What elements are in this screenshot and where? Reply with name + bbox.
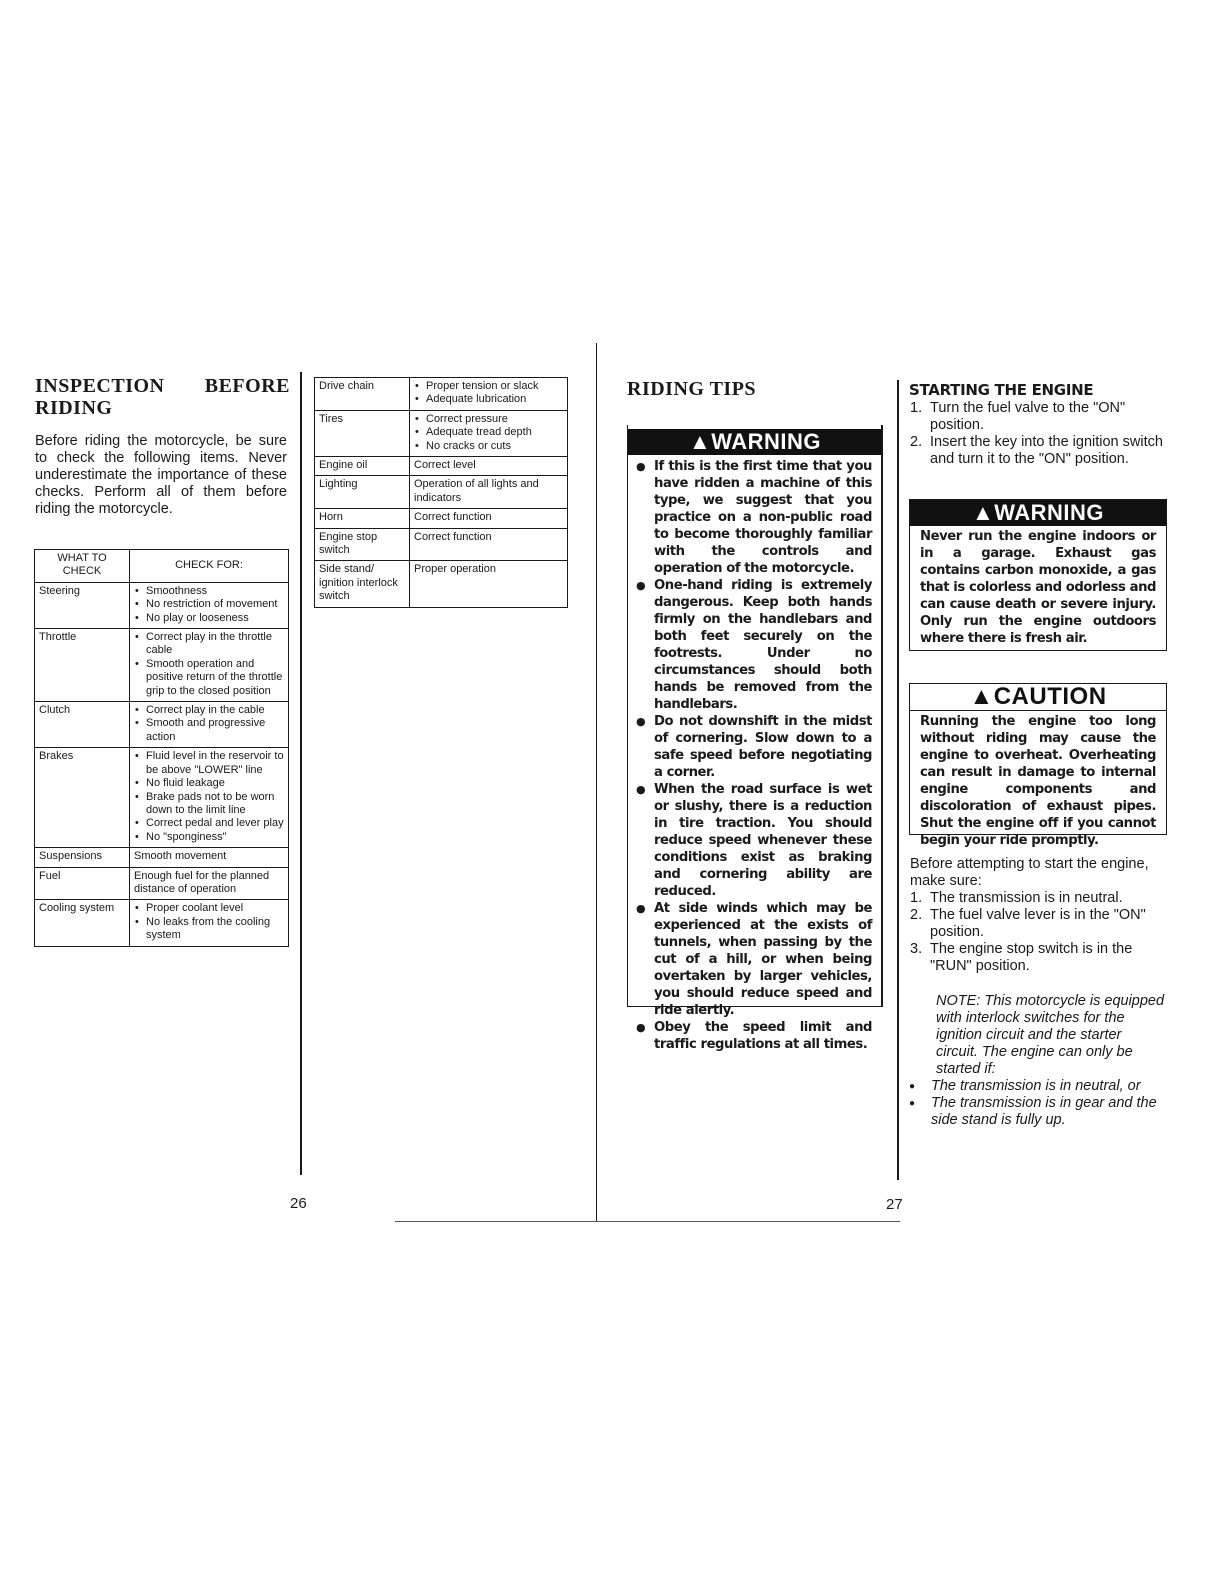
check-criteria: Operation of all lights and indicators [410, 476, 568, 509]
check-item: Brakes [35, 748, 130, 848]
step-item [910, 400, 1167, 434]
criteria-list [134, 750, 284, 844]
table-row [35, 848, 289, 867]
check-criteria [130, 582, 289, 628]
criteria-item: • Correct play in the cable [134, 704, 284, 717]
header-what-to-check: WHAT TO CHECK [35, 550, 130, 583]
step-text: Insert the key into the ignition switch and turn it to the "ON" position. [930, 434, 1163, 467]
criteria-item: • Correct play in the throttle cable [134, 631, 284, 658]
page-number-27: 27 [886, 1196, 903, 1213]
before-starting-text: Before attempting to start the engine, make sure: [910, 856, 1149, 889]
engine-warning-text: Never run the engine indoors or in a garage. Exhaust gas contains carbon monoxide, a gas that is colorless and odorless and can cause death or severe injury. Only run the engine outdoors where there is fresh air. [920, 529, 1156, 646]
note-item: ● The transmission is in gear and the side stand is fully up. [909, 1095, 1167, 1129]
criteria-item: • Adequate tread depth [414, 426, 563, 439]
check-item: Cooling system [35, 900, 130, 946]
criteria-item: • Smooth operation and positive return of the throttle grip to the closed position [134, 658, 284, 698]
check-criteria [130, 748, 289, 848]
caution-text: Running the engine too long without riding may cause the engine to overheat. Overheating can result in damage to internal engine components and discoloration of exhaust pipes. Shut the engine off if you cannot begin your ride promptly. [920, 714, 1156, 848]
criteria-item: • Adequate lubrication [414, 393, 563, 406]
check-item: Steering [35, 582, 130, 628]
step-text: The engine stop switch is in the "RUN" position. [930, 941, 1133, 974]
right-column-rule [897, 380, 899, 1180]
caution-header-rule [910, 710, 1166, 711]
check-criteria [410, 410, 568, 456]
table-row [35, 582, 289, 628]
table-row [315, 410, 568, 456]
criteria-item: • No cracks or cuts [414, 440, 563, 453]
warning-item: ● Obey the speed limit and traffic regulations at all times. [636, 1019, 872, 1053]
table-row [35, 900, 289, 946]
warning-triangle-icon: ▲ [688, 429, 712, 454]
left-center-rule [300, 372, 302, 1175]
check-item: Clutch [35, 702, 130, 748]
criteria-item: • Smooth and progressive action [134, 717, 284, 744]
check-criteria: Enough fuel for the planned distance of operation [130, 867, 289, 900]
check-criteria [130, 629, 289, 702]
check-item: Drive chain [315, 378, 410, 411]
page-title-riding-tips: RIDING TIPS [627, 378, 757, 400]
warning-item: ● At side winds which may be experienced at the exists of tunnels, when passing by the cut of a hill, or when being overtaken by larger vehicles, you should reduce speed and ride alertly. [636, 900, 872, 1019]
table-row [35, 748, 289, 848]
riding-warning-list [636, 458, 872, 1053]
check-criteria: Correct function [410, 509, 568, 528]
spine-rule [596, 343, 597, 1221]
check-criteria: Correct function [410, 528, 568, 561]
inspection-table-b [314, 377, 568, 608]
check-item: Suspensions [35, 848, 130, 867]
criteria-list [134, 902, 284, 942]
criteria-item: • Smoothness [134, 585, 284, 598]
step-item [910, 890, 1167, 907]
check-item: Side stand/ ignition interlock switch [315, 561, 410, 607]
starting-engine-title: STARTING THE ENGINE [909, 381, 1094, 399]
table-row [315, 457, 568, 476]
bottom-rule [395, 1221, 900, 1222]
step-item [910, 907, 1167, 941]
engine-warning-header: ▲WARNING [910, 500, 1166, 526]
step-item [910, 941, 1167, 975]
criteria-item: • Fluid level in the reservoir to be above "LOWER" line [134, 750, 284, 777]
table-row [315, 509, 568, 528]
check-item: Throttle [35, 629, 130, 702]
page-number-26: 26 [290, 1195, 307, 1212]
check-item: Horn [315, 509, 410, 528]
criteria-item: • No restriction of movement [134, 598, 284, 611]
before-starting-steps [910, 890, 1167, 975]
step-text: Turn the fuel valve to the "ON" position. [930, 400, 1126, 433]
interlock-conditions [909, 1078, 1167, 1129]
criteria-item: • Correct pedal and lever play [134, 817, 284, 830]
inspection-table-a [34, 549, 289, 947]
warning-item: ● Do not downshift in the midst of cornering. Slow down to a safe speed before negotiating a corner. [636, 713, 872, 781]
criteria-list [414, 380, 563, 407]
check-criteria: Correct level [410, 457, 568, 476]
caution-box [909, 683, 1167, 848]
check-criteria: Proper operation [410, 561, 568, 607]
step-text: The transmission is in neutral. [930, 890, 1123, 906]
criteria-list [414, 413, 563, 453]
criteria-item: • Brake pads not to be worn down to the limit line [134, 791, 284, 818]
check-criteria [410, 378, 568, 411]
table-row [315, 378, 568, 411]
criteria-item: • No "sponginess" [134, 831, 284, 844]
check-item: Engine oil [315, 457, 410, 476]
step-item [910, 434, 1167, 468]
criteria-item: • No leaks from the cooling system [134, 916, 284, 943]
table-row [35, 629, 289, 702]
table-row [35, 702, 289, 748]
criteria-list [134, 704, 284, 744]
step-number: 1. [910, 890, 923, 906]
caution-triangle-icon: ▲ [969, 683, 994, 710]
check-item: Lighting [315, 476, 410, 509]
step-number: 2. [910, 907, 923, 923]
check-item: Fuel [35, 867, 130, 900]
starting-steps [910, 400, 1167, 468]
table-row [35, 867, 289, 900]
check-criteria [130, 900, 289, 946]
check-criteria: Smooth movement [130, 848, 289, 867]
page-title-inspection: INSPECTION BEFORE RIDING [35, 375, 290, 419]
criteria-item: • No fluid leakage [134, 777, 284, 790]
step-number: 1. [910, 400, 923, 416]
warning-item: ● When the road surface is wet or slushy, there is a reduction in tire traction. You should reduce speed whenever these conditions exist as braking and cornering ability are reduced. [636, 781, 872, 900]
criteria-list [134, 631, 284, 698]
note-item: ● The transmission is in neutral, or [909, 1078, 1167, 1095]
criteria-item: • No play or looseness [134, 612, 284, 625]
step-text: The fuel valve lever is in the "ON" position. [930, 907, 1146, 940]
caution-header: ▲CAUTION [969, 683, 1107, 710]
warning-item: ● One-hand riding is extremely dangerous. Keep both hands firmly on the handlebars and both feet securely on the footrests. Under no circumstances should both hands be removed from the handlebars. [636, 577, 872, 713]
table-row [315, 528, 568, 561]
step-number: 2. [910, 434, 923, 450]
warning-item: ● If this is the first time that you have ridden a machine of this type, we suggest that you practice on a non-public road to become thoroughly familiar with the controls and operation of the motorcycle. [636, 458, 872, 577]
check-item: Engine stop switch [315, 528, 410, 561]
check-item: Tires [315, 410, 410, 456]
inspection-intro: Before riding the motorcycle, be sure to check the following items. Never underestimate the importance of these checks. Perform all of them before riding the motorcycle. [35, 433, 287, 517]
criteria-list [134, 585, 284, 625]
check-criteria [130, 702, 289, 748]
table-row [315, 561, 568, 607]
criteria-item: • Proper coolant level [134, 902, 284, 915]
step-number: 3. [910, 941, 923, 957]
interlock-note: NOTE: This motorcycle is equipped with interlock switches for the ignition circuit and the starter circuit. The engine can only be started if: [936, 993, 1165, 1077]
criteria-item: • Proper tension or slack [414, 380, 563, 393]
riding-warning-box [627, 425, 883, 1052]
engine-warning-box [909, 499, 1167, 651]
warning-triangle-icon: ▲ [971, 500, 995, 525]
criteria-item: • Correct pressure [414, 413, 563, 426]
table-row [315, 476, 568, 509]
riding-warning-header: ▲WARNING [628, 429, 882, 455]
header-check-for: CHECK FOR: [130, 550, 289, 583]
